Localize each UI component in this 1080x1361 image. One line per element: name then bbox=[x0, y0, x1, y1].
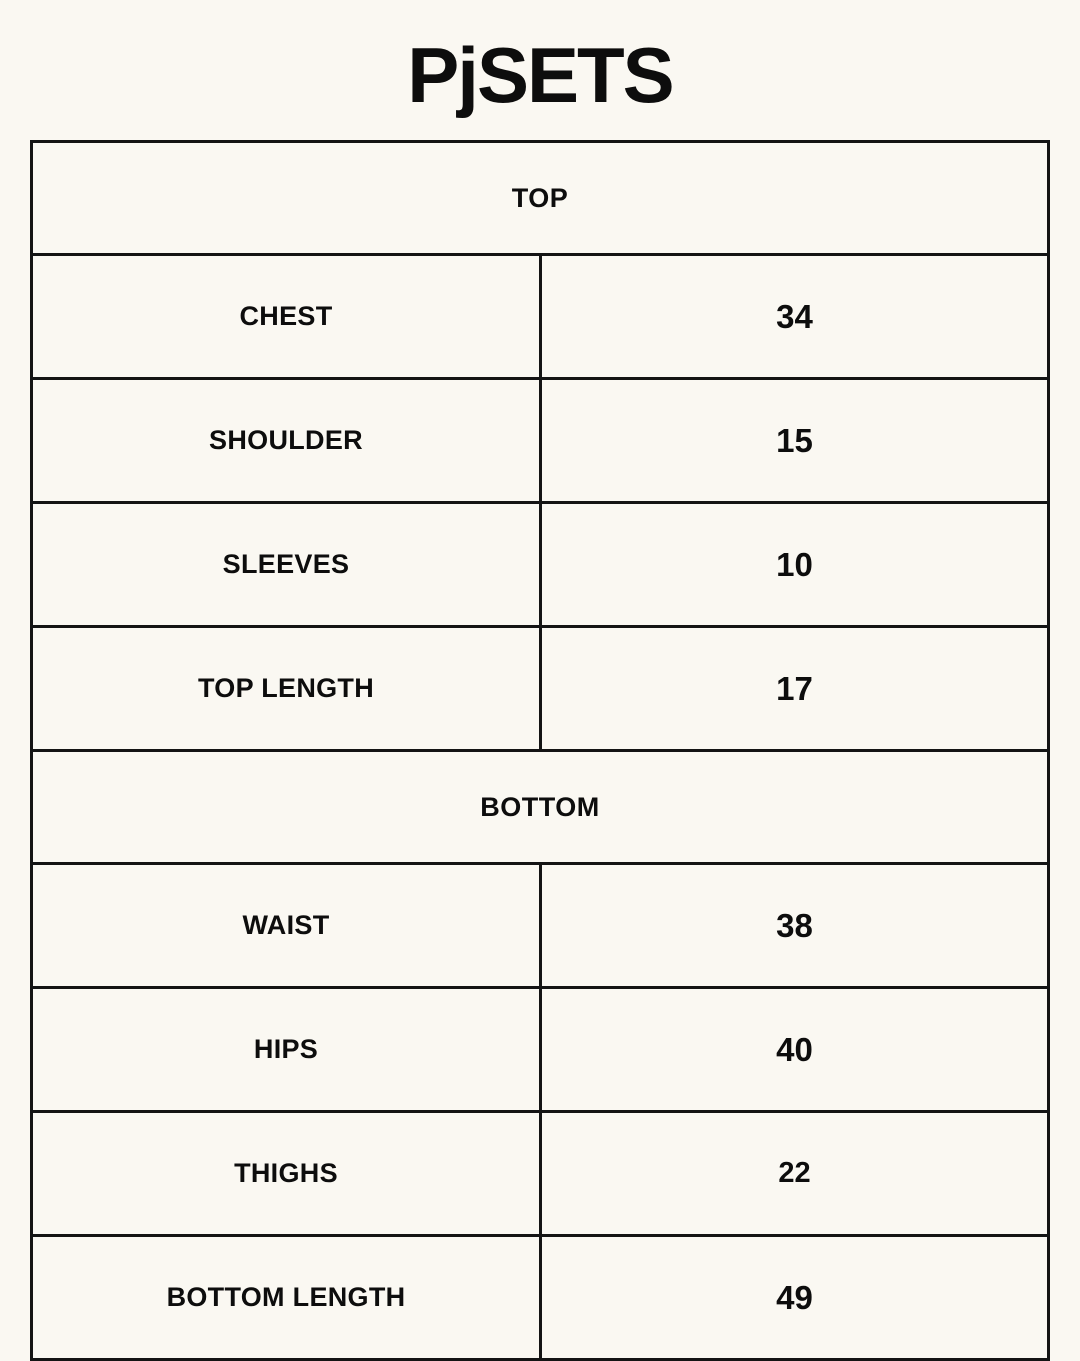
measurement-value: 10 bbox=[776, 545, 813, 583]
measurement-value: 22 bbox=[778, 1157, 811, 1189]
table-row bbox=[33, 256, 1047, 380]
table-row bbox=[33, 865, 1047, 989]
measurement-value: 38 bbox=[776, 906, 813, 944]
measurement-label: BOTTOM LENGTH bbox=[33, 1237, 542, 1358]
measurement-label: WAIST bbox=[33, 865, 542, 986]
page-title: PjSETS bbox=[407, 31, 673, 119]
section-header-top: TOP bbox=[33, 143, 1047, 256]
table-row bbox=[33, 504, 1047, 628]
size-chart-table bbox=[30, 140, 1050, 1361]
measurement-label: THIGHS bbox=[33, 1113, 542, 1234]
measurement-label: HIPS bbox=[33, 989, 542, 1110]
section-header-bottom: BOTTOM bbox=[33, 752, 1047, 865]
measurement-label: SHOULDER bbox=[33, 380, 542, 501]
measurement-label: SLEEVES bbox=[33, 504, 542, 625]
measurement-value: 34 bbox=[776, 297, 813, 335]
table-row bbox=[33, 1113, 1047, 1237]
table-row bbox=[33, 1237, 1047, 1361]
table-row bbox=[33, 989, 1047, 1113]
measurement-value: 15 bbox=[776, 421, 813, 459]
measurement-label: TOP LENGTH bbox=[33, 628, 542, 749]
measurement-value: 40 bbox=[776, 1030, 813, 1068]
measurement-label: CHEST bbox=[33, 256, 542, 377]
measurement-value: 49 bbox=[776, 1278, 813, 1316]
table-row bbox=[33, 628, 1047, 752]
table-row bbox=[33, 380, 1047, 504]
measurement-value: 17 bbox=[776, 669, 813, 707]
